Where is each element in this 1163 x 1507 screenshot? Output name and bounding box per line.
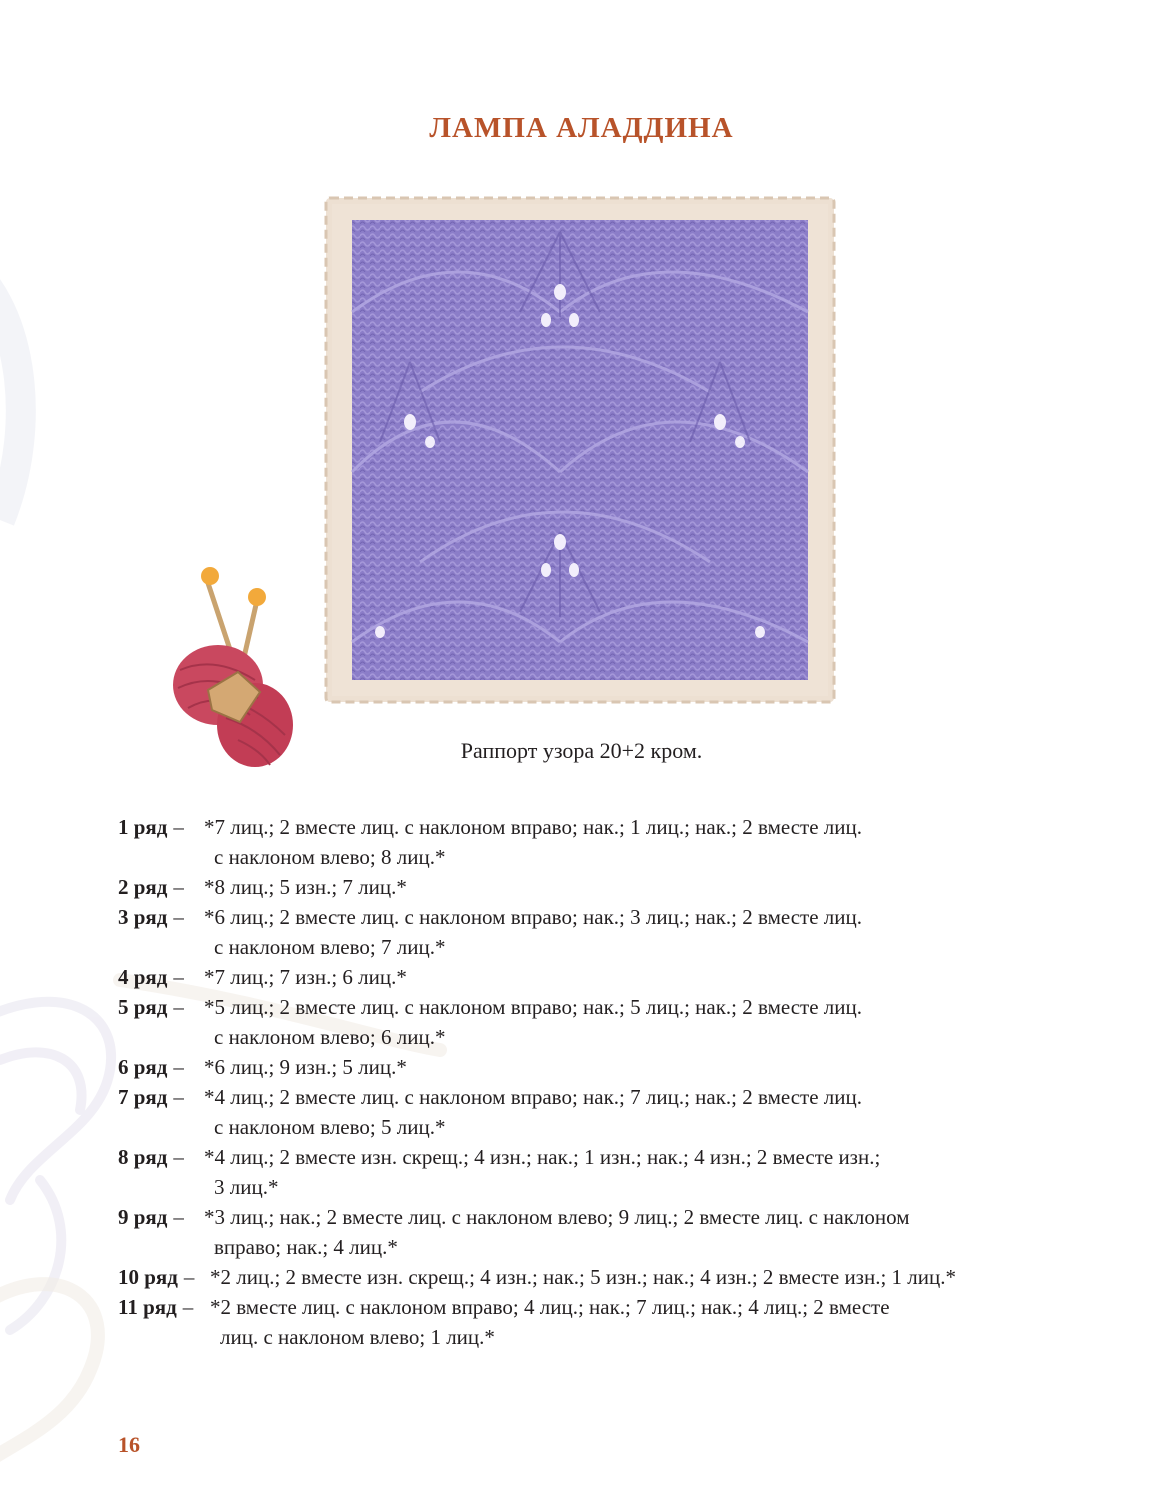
- row-dash: –: [182, 1295, 194, 1319]
- row-instruction: [204, 1142, 1048, 1202]
- row-dash: –: [173, 1145, 184, 1169]
- row-dash: –: [173, 965, 184, 989]
- row-label: 11 ряд: [118, 1295, 177, 1319]
- row-instruction-continuation: вправо; нак.; 4 лиц.*: [214, 1235, 398, 1259]
- instruction-row: [118, 872, 1048, 902]
- row-label: 1 ряд: [118, 815, 168, 839]
- row-instruction-text: *6 лиц.; 2 вместе лиц. с наклоном вправо; нак.; 3 лиц.; нак.; 2 вместе лиц.: [204, 905, 862, 929]
- row-instruction-text: *4 лиц.; 2 вместе лиц. с наклоном вправо; нак.; 7 лиц.; нак.; 2 вместе лиц.: [204, 1085, 862, 1109]
- row-instruction-text: *7 лиц.; 2 вместе лиц. с наклоном вправо; нак.; 1 лиц.; нак.; 2 вместе лиц.: [204, 815, 862, 839]
- row-instruction: [204, 962, 1048, 992]
- row-dash: –: [173, 995, 184, 1019]
- row-instruction-text: *8 лиц.; 5 изн.; 7 лиц.*: [204, 875, 407, 899]
- row-label: 5 ряд: [118, 995, 168, 1019]
- row-instruction: [204, 902, 1048, 962]
- row-instruction: [204, 1202, 1048, 1262]
- row-instruction: [210, 1262, 1048, 1292]
- row-dash: –: [173, 875, 184, 899]
- row-instruction-text: *4 лиц.; 2 вместе изн. скрещ.; 4 изн.; нак.; 1 изн.; нак.; 4 изн.; 2 вместе изн.;: [204, 1145, 881, 1169]
- row-instruction-continuation: с наклоном влево; 5 лиц.*: [214, 1115, 446, 1139]
- knitted-swatch-image: [320, 192, 840, 708]
- row-dash: –: [173, 815, 184, 839]
- instruction-row: [118, 962, 1048, 992]
- page-title: ЛАМПА АЛАДДИНА: [429, 112, 734, 144]
- row-instruction: [204, 812, 1048, 872]
- row-instruction-text: *2 вместе лиц. с наклоном вправо; 4 лиц.; нак.; 7 лиц.; нак.; 4 лиц.; 2 вместе: [210, 1295, 890, 1319]
- row-dash: –: [183, 1265, 195, 1289]
- row-label: 8 ряд: [118, 1145, 168, 1169]
- instruction-row: [118, 1052, 1048, 1082]
- instruction-row: [118, 1202, 1048, 1262]
- pattern-photo: [320, 192, 840, 708]
- instruction-row: [118, 992, 1048, 1052]
- row-instruction: [210, 1292, 1048, 1352]
- page-number: 16: [118, 1432, 140, 1457]
- row-instruction-continuation: лиц. с наклоном влево; 1 лиц.*: [220, 1325, 495, 1349]
- row-instruction-continuation: с наклоном влево; 7 лиц.*: [214, 935, 446, 959]
- row-label: 9 ряд: [118, 1205, 168, 1229]
- instruction-row: [118, 1142, 1048, 1202]
- row-instruction: [204, 1082, 1048, 1142]
- row-dash: –: [173, 1085, 184, 1109]
- row-instruction-continuation: с наклоном влево; 8 лиц.*: [214, 845, 446, 869]
- row-label: 3 ряд: [118, 905, 168, 929]
- pattern-repeat-caption: Раппорт узора 20+2 кром.: [460, 738, 703, 763]
- row-instruction-text: *5 лиц.; 2 вместе лиц. с наклоном вправо; нак.; 5 лиц.; нак.; 2 вместе лиц.: [204, 995, 862, 1019]
- row-label: 4 ряд: [118, 965, 168, 989]
- instruction-row: [118, 902, 1048, 962]
- row-instruction-text: *7 лиц.; 7 изн.; 6 лиц.*: [204, 965, 407, 989]
- row-instruction-text: *6 лиц.; 9 изн.; 5 лиц.*: [204, 1055, 407, 1079]
- instruction-row: [118, 1292, 1048, 1352]
- instructions-list: [118, 812, 1048, 1352]
- instruction-row: [118, 812, 1048, 872]
- row-dash: –: [173, 1205, 184, 1229]
- row-instruction: [204, 1052, 1048, 1082]
- row-instruction-continuation: 3 лиц.*: [214, 1175, 279, 1199]
- row-label: 10 ряд: [118, 1265, 178, 1289]
- instruction-row: [118, 1262, 1048, 1292]
- row-label: 6 ряд: [118, 1055, 168, 1079]
- row-instruction-text: *2 лиц.; 2 вместе изн. скрещ.; 4 изн.; нак.; 5 изн.; нак.; 4 изн.; 2 вместе изн.; 1 лиц.*: [210, 1265, 957, 1289]
- row-instruction: [204, 992, 1048, 1052]
- instruction-row: [118, 1082, 1048, 1142]
- row-label: 7 ряд: [118, 1085, 168, 1109]
- row-instruction-continuation: с наклоном влево; 6 лиц.*: [214, 1025, 446, 1049]
- row-label: 2 ряд: [118, 875, 168, 899]
- row-instruction: [204, 872, 1048, 902]
- row-dash: –: [173, 1055, 184, 1079]
- row-dash: –: [173, 905, 184, 929]
- row-instruction-text: *3 лиц.; нак.; 2 вместе лиц. с наклоном влево; 9 лиц.; 2 вместе лиц. с наклоном: [204, 1205, 910, 1229]
